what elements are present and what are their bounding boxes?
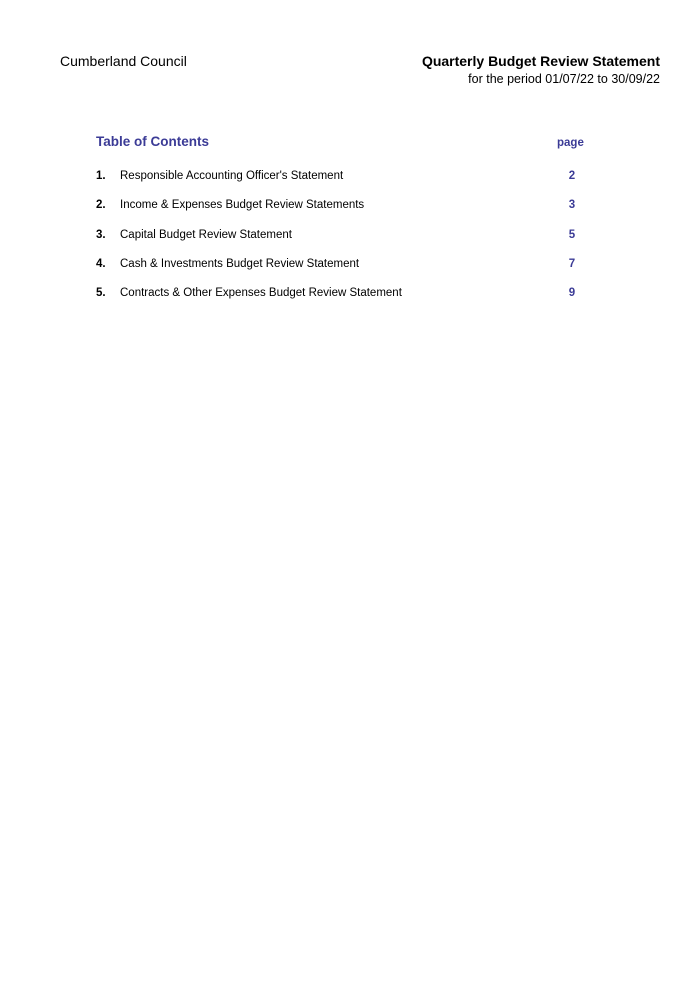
toc-item-label: Cash & Investments Budget Review Statement bbox=[120, 257, 360, 270]
document-title: Quarterly Budget Review Statement bbox=[421, 53, 660, 69]
toc-item-cash-investments[interactable] bbox=[96, 256, 596, 285]
toc-item-number: 2. bbox=[96, 199, 106, 212]
toc-item-page: 9 bbox=[568, 287, 576, 300]
toc-item-page: 7 bbox=[568, 257, 576, 270]
toc-item-income-expenses[interactable] bbox=[96, 197, 596, 226]
toc-item-number: 5. bbox=[96, 287, 106, 300]
toc-item-label: Responsible Accounting Officer's Statement bbox=[120, 170, 344, 182]
toc-item-contracts-other-expenses[interactable] bbox=[96, 285, 596, 314]
toc-item-number: 3. bbox=[96, 228, 106, 241]
toc-item-label: Income & Expenses Budget Review Statements bbox=[120, 199, 365, 212]
toc-heading: Table of Contents bbox=[96, 134, 209, 149]
toc-item-page: 2 bbox=[568, 170, 576, 182]
reporting-period: for the period 01/07/22 to 30/09/22 bbox=[468, 72, 660, 86]
toc-item-label: Contracts & Other Expenses Budget Review Statement bbox=[120, 287, 402, 300]
toc-item-capital-budget[interactable] bbox=[96, 227, 596, 256]
toc-item-responsible-accounting-officer[interactable] bbox=[96, 168, 596, 197]
toc-item-page: 3 bbox=[568, 199, 576, 212]
toc-item-number: 1. bbox=[96, 170, 106, 182]
toc-page-column-heading: page bbox=[557, 137, 584, 149]
toc-item-number: 4. bbox=[96, 257, 106, 270]
organization-name: Cumberland Council bbox=[60, 53, 187, 69]
toc-item-label: Capital Budget Review Statement bbox=[120, 228, 292, 241]
toc-item-page: 5 bbox=[568, 228, 576, 241]
toc-list bbox=[96, 168, 596, 314]
